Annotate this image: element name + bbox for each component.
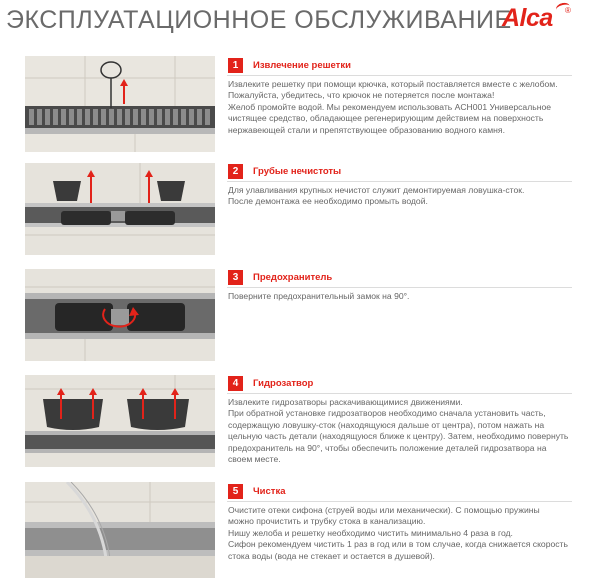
step-4-line: предохранитель на 90°, чтобы обеспечить положение деталей гидрозатвора на xyxy=(228,442,547,453)
step-4-line: своем месте. xyxy=(228,454,281,465)
step-5-title: Чистка xyxy=(253,486,286,497)
step-4-photo xyxy=(25,375,215,467)
step-3-photo xyxy=(25,269,215,361)
step-1-line: Желоб промойте водой. Мы рекомендуем использовать ACH001 Универсальное xyxy=(228,101,552,112)
step-1-line: нержавеющей стали и препятствующее образованию водного камня. xyxy=(228,124,505,135)
step-2-photo xyxy=(25,163,215,255)
step-3-line: Поверните предохранительный замок на 90°. xyxy=(228,291,410,301)
step-2-badge: 2 xyxy=(228,164,243,179)
step-5-badge: 5 xyxy=(228,484,243,499)
step-5-photo xyxy=(25,482,215,578)
step-1-title: Извлечение решетки xyxy=(253,60,351,71)
step-4-line: содержащую ловушку-сток (находящуюся дальше от центра), потом нажать на xyxy=(228,419,545,430)
step-4-badge: 4 xyxy=(228,376,243,391)
step-2-line: После демонтажа ее необходимо промыть водой. xyxy=(228,196,428,207)
step-5-line: можно прочистить и трубку стока в канализацию. xyxy=(228,516,426,527)
step-3-badge: 3 xyxy=(228,270,243,285)
page-title: ЭКСПЛУАТАЦИОННОЕ ОБСЛУЖИВАНИЕ xyxy=(6,6,512,34)
step-4-title: Гидрозатвор xyxy=(253,378,314,389)
step-5-line: Нишу желоба и решетку необходимо чистить минимально 4 раза в год. xyxy=(228,527,513,538)
step-1-photo xyxy=(25,56,215,152)
page-header xyxy=(0,0,600,48)
step-3-title: Предохранитель xyxy=(253,272,333,283)
step-5-line: Сифон рекомендуем чистить 1 раз в год или в том случае, когда снижается скорость xyxy=(228,539,568,550)
step-3-divider xyxy=(227,287,572,288)
step-4-line: цельную часть детали (находящуюся ближе к центру). Затем, необходимо повернуть xyxy=(228,431,569,442)
registered-mark: ® xyxy=(565,6,571,15)
step-2-line: Для улавливания крупных нечистот служит демонтируемая ловушка-сток. xyxy=(228,185,525,195)
step-2-title: Грубые нечистоты xyxy=(253,166,342,177)
step-1-line: Пожалуйста, убедитесь, что крючок не потеряется после монтажа! xyxy=(228,90,495,101)
step-4-line: При обратной установке гидрозатворов необходимо сначала установить часть, xyxy=(228,408,546,419)
alca-logo: Alca xyxy=(502,4,553,32)
step-4-line: Извлеките гидрозатворы раскачивающимися движениями. xyxy=(228,397,463,407)
step-2-divider xyxy=(227,181,572,182)
step-1-line: Извлеките решетку при помощи крючка, который поставляется вместе с желобом. xyxy=(228,79,558,89)
step-2-text xyxy=(228,185,576,208)
step-5-line: Очистите отеки сифона (струей воды или механически). С помощью пружины xyxy=(228,505,540,515)
step-4-text xyxy=(228,397,576,465)
step-5-divider xyxy=(227,501,572,502)
step-1-divider xyxy=(227,75,572,76)
step-1-badge: 1 xyxy=(228,58,243,73)
step-5-line: стока воды (вода не стекает и остается в душевой). xyxy=(228,550,435,561)
step-1-line: чистящее средство, обладающее регенерирующим действием на поверхность xyxy=(228,113,544,124)
step-3-text xyxy=(228,291,576,302)
step-1-text xyxy=(228,79,576,136)
step-5-text xyxy=(228,505,576,562)
step-4-divider xyxy=(227,393,572,394)
